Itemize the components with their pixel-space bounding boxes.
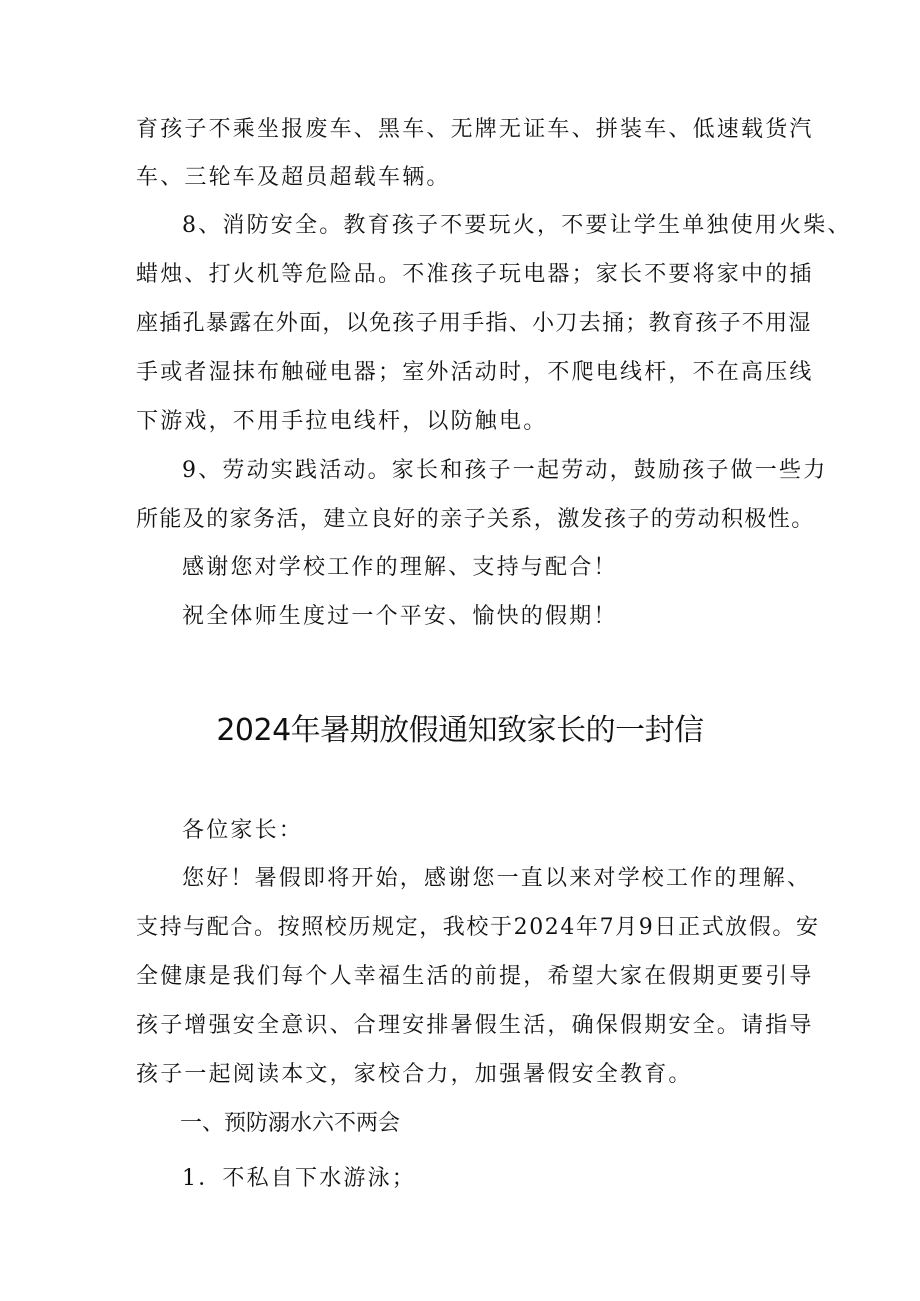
body-line: 手或者湿抹布触碰电器；室外活动时，不爬电线杆，不在高压线 (136, 360, 814, 385)
list-item: 1．不私自下水游泳； (182, 1166, 416, 1191)
body-line: 所能及的家务活，建立良好的亲子关系，激发孩子的劳动积极性。 (136, 507, 815, 532)
body-line: 车、三轮车及超员超载车辆。 (136, 165, 451, 190)
paragraph-labor-practice: 9、劳动实践活动。家长和孩子一起劳动，鼓励孩子做一些力 (182, 458, 828, 483)
intro-line: 孩子增强安全意识、合理安排暑假生活，确保假期安全。请指导 (136, 1013, 814, 1038)
body-line: 座插孔暴露在外面，以免孩子用手指、小刀去捅；教育孩子不用湿 (136, 311, 812, 336)
body-line: 育孩子不乘坐报废车、黑车、无牌无证车、拼装车、低速载货汽 (136, 117, 814, 142)
thanks-line: 感谢您对学校工作的理解、支持与配合！ (182, 555, 618, 580)
intro-line: 支持与配合。按照校历规定，我校于2024年7月9日正式放假。安 (136, 915, 820, 940)
intro-line: 孩子一起阅读本文，家校合力，加强暑假安全教育。 (136, 1062, 693, 1087)
intro-line: 全健康是我们每个人幸福生活的前提，希望大家在假期更要引导 (136, 964, 814, 989)
intro-line: 您好！暑假即将开始，感谢您一直以来对学校工作的理解、 (182, 866, 812, 891)
wishes-line: 祝全体师生度过一个平安、愉快的假期！ (182, 604, 618, 629)
letter-title: 2024年暑期放假通知致家长的一封信 (216, 713, 704, 748)
body-line: 下游戏，不用手拉电线杆，以防触电。 (136, 409, 548, 434)
body-line: 蜡烛、打火机等危险品。不准孩子玩电器；家长不要将家中的插 (136, 262, 814, 287)
paragraph-fire-safety: 8、消防安全。教育孩子不要玩火，不要让学生单独使用火柴、 (182, 213, 852, 238)
greeting: 各位家长： (182, 818, 304, 843)
section-heading: 一、预防溺水六不两会 (180, 1111, 401, 1136)
